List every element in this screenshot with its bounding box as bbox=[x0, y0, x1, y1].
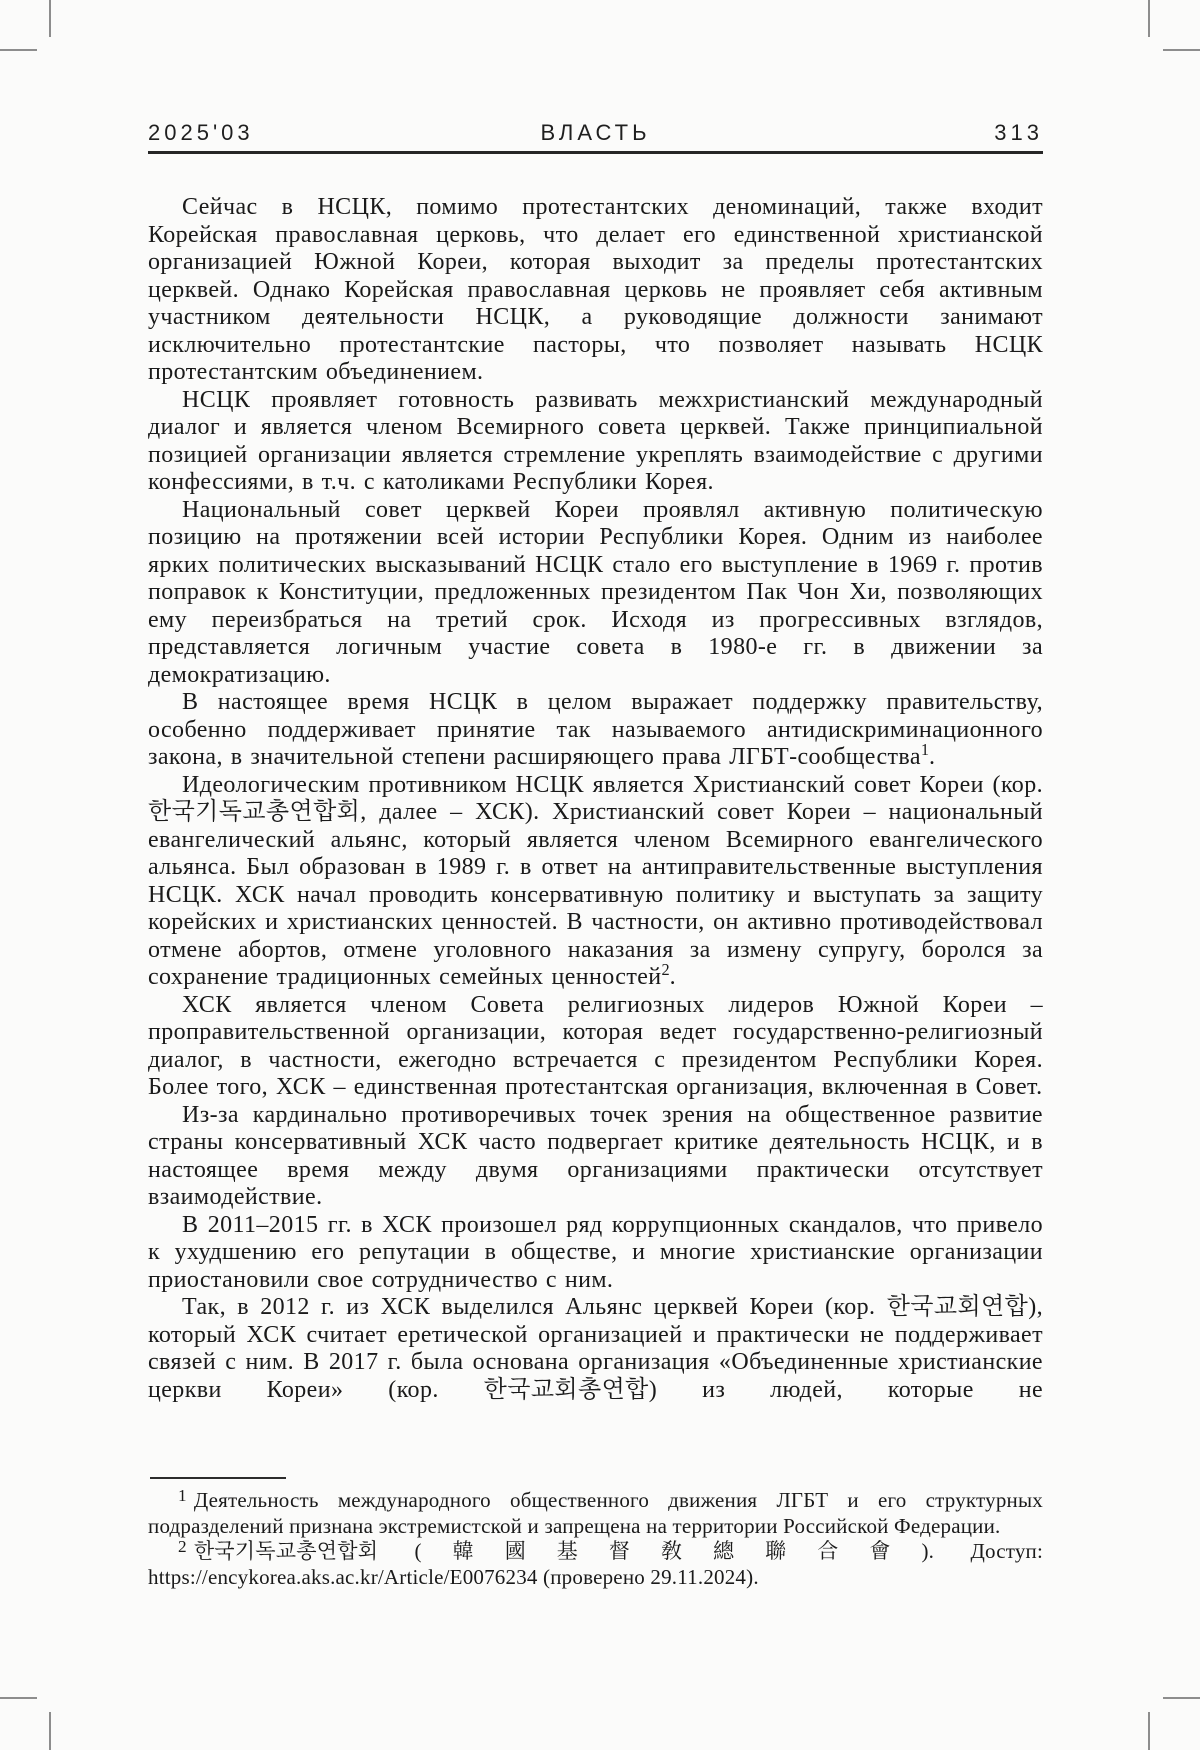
journal-title: ВЛАСТЬ bbox=[540, 120, 651, 145]
paragraph bbox=[148, 772, 1043, 992]
footnotes-block bbox=[148, 1488, 1043, 1590]
crop-mark-bottom-left-horizontal bbox=[0, 1697, 37, 1699]
crop-mark-top-left-vertical bbox=[49, 0, 51, 37]
paragraph-text: Так, в 2012 г. из ХСК выделился Альянс церквей Кореи (кор. 한국교회연합), который ХСК считает еретической организацией и практически не поддерживает связей с ним. В 2017 г. была основана организация «Объединенные христианские церкви Кореи» (кор. 한국교회총연합) из людей, которые не bbox=[148, 1294, 1043, 1403]
paragraph-text: В 2011–2015 гг. в ХСК произошел ряд коррупционных скандалов, что привело к ухудшению его репутации в обществе, и многие христианские организации приостановили свое сотрудничество с ним. bbox=[148, 1211, 1043, 1293]
paragraph-text: ХСК является членом Совета религиозных лидеров Южной Кореи – проправительственной организации, которая ведет государственно-религиозный диалог, в частности, ежегодно встречается с президентом Республики Корея. Более того, ХСК – единственная протестантская организация, включенная в Совет. bbox=[148, 991, 1043, 1100]
paragraph bbox=[148, 1212, 1043, 1295]
footnote bbox=[148, 1539, 1043, 1590]
article-body bbox=[148, 194, 1043, 1404]
paragraph bbox=[148, 387, 1043, 497]
paragraph-text: В настоящее время НСЦК в целом выражает поддержку правительству, особенно поддерживает принятие так называемого антидискриминационного закона, в значительной степени расширяющего права ЛГБТ-сообщества bbox=[148, 689, 1043, 770]
crop-mark-bottom-right-vertical bbox=[1148, 1712, 1150, 1750]
footnote-text: Деятельность международного общественного движения ЛГБТ и его структурных подразделений признана экстремистской и запрещена на территории Российской Федерации. bbox=[148, 1488, 1043, 1538]
crop-mark-bottom-right-horizontal bbox=[1163, 1697, 1200, 1699]
crop-mark-bottom-left-vertical bbox=[49, 1712, 51, 1750]
page-header bbox=[148, 120, 1043, 146]
footnote-marker: 1 bbox=[178, 1486, 187, 1505]
paragraph-text: Из-за кардинально противоречивых точек зрения на общественное развитие страны консервативный ХСК часто подвергает критике деятельность НСЦК, и в настоящее время между двумя организациями практически отсутствует взаимодействие. bbox=[148, 1101, 1043, 1210]
paragraph bbox=[148, 689, 1043, 772]
paragraph bbox=[148, 497, 1043, 690]
paragraph bbox=[148, 992, 1043, 1102]
page-number: 313 bbox=[994, 120, 1043, 145]
footnote-ref: 2 bbox=[661, 960, 670, 979]
footnote bbox=[148, 1488, 1043, 1539]
paragraph-text: Национальный совет церквей Кореи проявлял активную политическую позицию на протяжении всей истории Республики Корея. Одним из наиболее ярких политических высказываний НСЦК стало его выступление в 1969 г. против поправок к Конституции, предложенных президентом Пак Чон Хи, позволяющих ему переизбраться на третий срок. Исходя из прогрессивных взглядов, представляется логичным участие совета в 1980-е гг. в движении за демократизацию. bbox=[148, 496, 1043, 688]
paragraph bbox=[148, 1102, 1043, 1212]
paragraph-tail: . bbox=[929, 744, 936, 770]
paragraph bbox=[148, 1294, 1043, 1404]
journal-issue: 2025'03 bbox=[148, 120, 254, 145]
paragraph-text: Сейчас в НСЦК, помимо протестантских деноминаций, также входит Корейская православная церковь, что делает его единственной христианской организацией Южной Кореи, которая выходит за пределы протестантских церквей. Однако Корейская православная церковь не проявляет себя активным участником деятельности НСЦК, а руководящие должности занимают исключительно протестантские пасторы, что позволяет называть НСЦК протестантским объединением. bbox=[148, 194, 1043, 385]
paragraph-text: Идеологическим противником НСЦК является Христианский совет Кореи (кор. 한국기독교총연합회, далее – ХСК). Христианский совет Кореи – национальный евангелический альянс, который является членом Всемирного евангелического альянса. Был образован в 1989 г. в ответ на антиправительственные выступления НСЦК. ХСК начал проводить консервативную политику и выступать за защиту корейских и христианских ценностей. В частности, он активно противодействовал отмене абортов, отмене уголовного наказания за измену супругу, боролся за сохранение традиционных семейных ценностей bbox=[148, 771, 1043, 990]
footnote-divider bbox=[150, 1477, 286, 1479]
header-rule bbox=[148, 151, 1043, 154]
paragraph-tail: . bbox=[669, 964, 677, 990]
paragraph-text: НСЦК проявляет готовность развивать межхристианский международный диалог и является членом Всемирного совета церквей. Также принципиальной позицией организации является стремление укреплять взаимодействие с другими конфессиями, в т.ч. с католиками Республики Корея. bbox=[148, 386, 1043, 495]
footnote-text: 한국기독교총연합회 (韓國基督敎總聯合會). Доступ: https://encykorea.aks.ac.kr/Article/E0076234 (проверено 29.11.2024). bbox=[148, 1539, 1043, 1589]
footnote-marker: 2 bbox=[178, 1537, 187, 1556]
crop-mark-top-left-horizontal bbox=[0, 49, 37, 51]
paragraph bbox=[148, 194, 1043, 387]
footnote-ref: 1 bbox=[920, 740, 930, 759]
crop-mark-top-right-vertical bbox=[1148, 0, 1150, 37]
crop-mark-top-right-horizontal bbox=[1163, 49, 1200, 51]
